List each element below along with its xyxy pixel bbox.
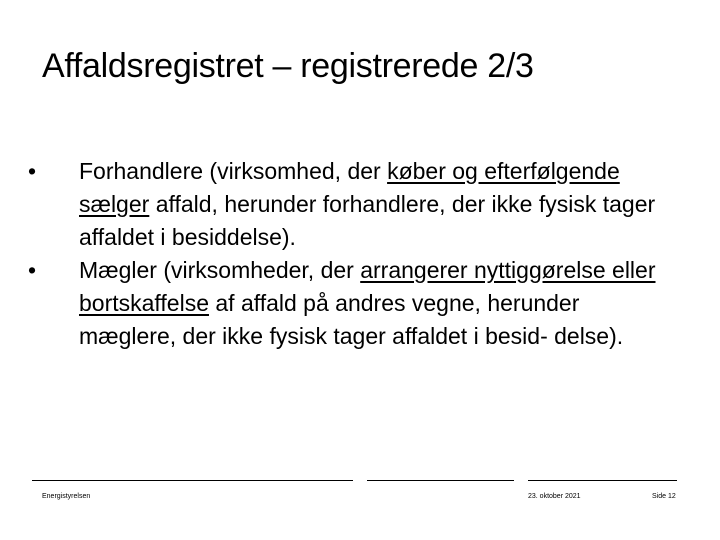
bullet-text: Mægler (virksomheder, der	[79, 257, 361, 283]
bullet-text: af affald på andres vegne, herunder mæglere, der ikke fysisk tager affaldet i besid- delse).	[79, 290, 624, 349]
bullet-item-forhandlere	[28, 155, 678, 254]
bullet-marker: •	[28, 158, 37, 184]
footer-organization: Energistyrelsen	[42, 493, 91, 500]
bullet-marker: •	[28, 257, 37, 283]
bullet-item-maegler	[28, 254, 678, 353]
bullet-text: Forhandlere (virksomhed, der	[79, 158, 388, 184]
bullet-text: affald, herunder forhandlere, der ikke fysisk tager affaldet i besiddelse).	[79, 191, 656, 250]
footer-date: 23. oktober 2021	[528, 493, 581, 500]
footer-divider-right	[528, 480, 677, 481]
underlined-text: arrangerer nyttiggørelse eller bortskaffelse	[79, 257, 656, 316]
footer-divider-middle	[367, 480, 514, 481]
footer-page-number: Side 12	[652, 493, 676, 500]
slide-title: Affaldsregistret – registrerede 2/3	[42, 47, 534, 85]
underlined-text: køber og efterfølgende sælger	[79, 158, 620, 217]
bullet-list	[28, 155, 678, 353]
footer-divider-left	[32, 480, 353, 481]
